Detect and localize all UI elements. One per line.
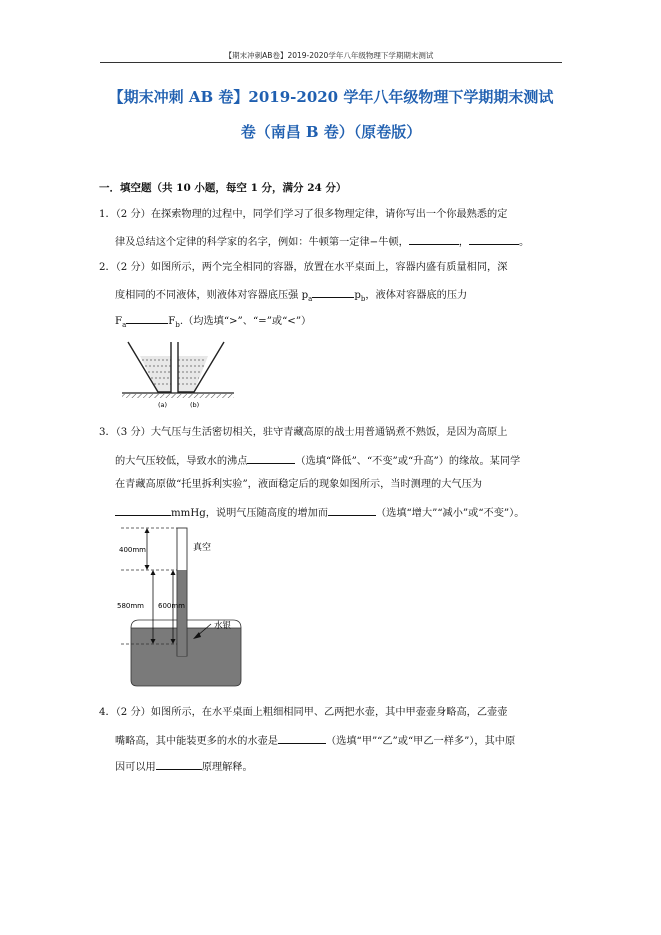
q2-container-figure (118, 338, 242, 410)
page-header: 【期末冲刺AB卷】2019-2020学年八年级物理下学期期末测试 (224, 51, 434, 60)
q1-text: 律及总结这个定律的科学家的名字，例如：牛顿第一定律−牛顿， (115, 237, 409, 248)
q3-line1: 3．（3 分）大气压与生活密切相关，驻守青藏高原的战士用普通锅煮不熟饭，是因为高原上 (99, 427, 508, 438)
q3-line4: mmHg，说明气压随高度的增加而 （选填“增大”“减小”或“不变”）。 (115, 504, 524, 521)
q4-blank-kettle[interactable] (278, 732, 326, 744)
q4-blank-principle[interactable] (156, 758, 202, 770)
label-580mm: 580mm (117, 602, 144, 610)
q3-blank-trend[interactable] (328, 504, 376, 516)
label-mercury: 水银 (214, 621, 232, 631)
mercury-column (178, 570, 187, 656)
q1-line1: 1．（2 分）在探索物理的过程中，同学们学习了很多物理定律，请你写出一个你最熟悉的定 (99, 209, 508, 220)
container-b-liquid (178, 356, 208, 392)
label-vacuum: 真空 (193, 543, 212, 553)
q3-blank-boiling[interactable] (247, 452, 295, 464)
header-rule (100, 62, 562, 63)
q4-line3: 因可以用 原理解释。 (115, 758, 253, 775)
q1-line2: 律及总结这个定律的科学家的名字，例如：牛顿第一定律−牛顿， ， 。 (115, 233, 529, 250)
q2-line3: $F_a$ $F_b$.（均选填“>”、“=”或“<”） (115, 312, 311, 332)
q3-blank-pressure[interactable] (115, 504, 171, 516)
q2-blank-force[interactable] (126, 312, 168, 324)
label-400mm: 400mm (119, 546, 146, 554)
q4-line2: 嘴略高，其中能装更多的水的水壶是 （选填“甲”“乙”或“甲乙一样多”），其中原 (115, 732, 515, 749)
q3-torricelli-figure (113, 524, 253, 692)
q3-line3: 在青藏高原做“托里拆利实验”，液面稳定后的现象如图所示，当时测理的大气压为 (115, 479, 482, 490)
q3-line2: 的大气压较低，导致水的沸点 （选填“降低”、“不变”或“升高”）的缘故。某同学 (115, 452, 520, 469)
fig-label-a: (a) (158, 401, 168, 409)
q1-blank-1[interactable] (409, 233, 459, 245)
document-title-line1: 【期末冲刺 AB 卷】2019-2020 学年八年级物理下学期期末测试 (108, 88, 554, 106)
section-heading: 一．填空题（共 10 小题，每空 1 分，满分 24 分） (99, 182, 347, 194)
q1-blank-2[interactable] (469, 233, 519, 245)
q2-line1: 2．（2 分）如图所示，两个完全相同的容器，放置在水平桌面上，容器内盛有质量相同，深 (99, 262, 508, 273)
label-600mm: 600mm (158, 602, 185, 610)
q2-blank-pressure[interactable] (312, 286, 354, 298)
q4-line1: 4．（2 分）如图所示，在水平桌面上粗细相同甲、乙两把水壶，其中甲壶壶身略高，乙壶壶 (99, 707, 508, 718)
fig-label-b: (b) (190, 401, 200, 409)
q2-line2: 度相同的不同液体，则液体对容器底压强 $p_a$ $p_b$，液体对容器底的压力 (115, 286, 467, 306)
document-title-line2: 卷（南昌 B 卷）（原卷版） (240, 123, 422, 141)
